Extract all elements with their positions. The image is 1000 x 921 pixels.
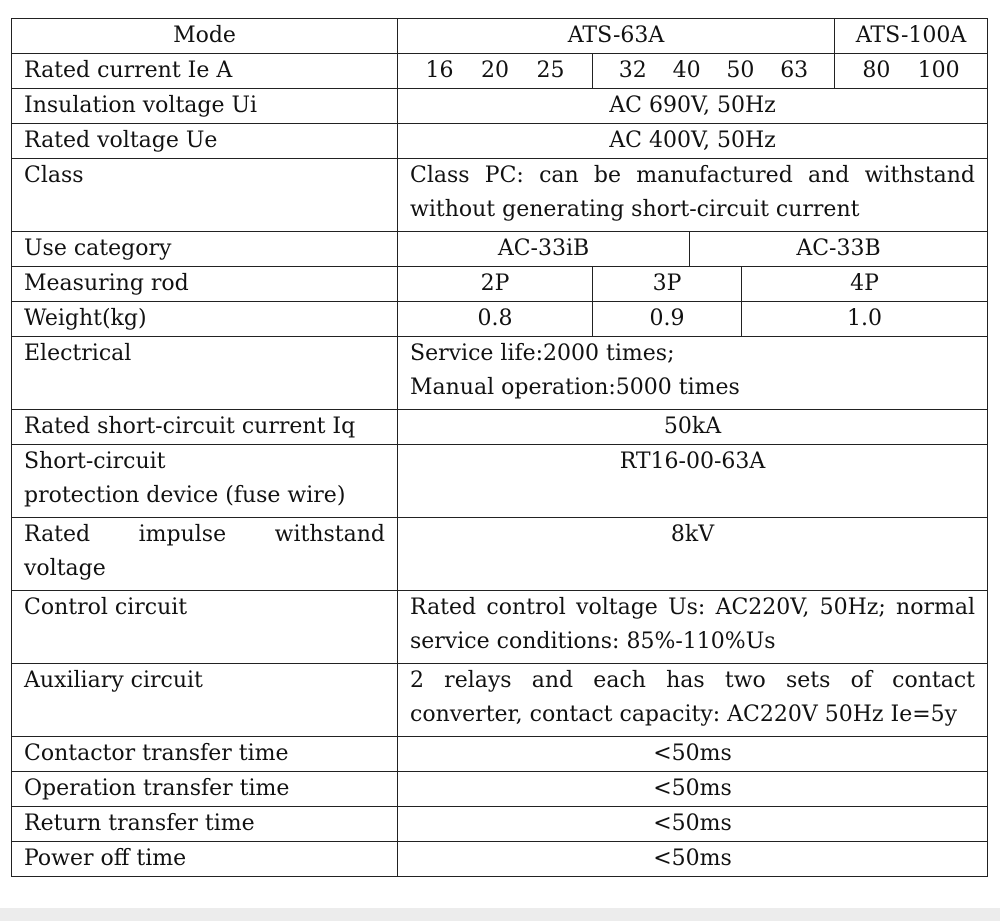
protection-label-line-2: protection device (fuse wire) — [24, 483, 346, 508]
use-category-b: AC-33B — [690, 232, 988, 267]
operation-transfer-label: Operation transfer time — [12, 772, 398, 807]
electrical-line-2: Manual operation:5000 times — [410, 375, 740, 400]
row-weight — [12, 302, 988, 337]
electrical-label: Electrical — [12, 337, 398, 410]
current-value: 63 — [780, 58, 809, 83]
row-use-category — [12, 232, 988, 267]
rod-3p: 3P — [593, 267, 742, 302]
row-auxiliary — [12, 664, 988, 737]
current-group-2 — [593, 54, 835, 89]
impulse-label — [12, 518, 398, 591]
contactor-transfer-label: Contactor transfer time — [12, 737, 398, 772]
return-transfer-value: <50ms — [398, 807, 988, 842]
contactor-transfer-value: <50ms — [398, 737, 988, 772]
impulse-label-line-1: Rated impulse withstand — [24, 522, 385, 547]
rod-2p: 2P — [398, 267, 593, 302]
current-group-1 — [398, 54, 593, 89]
use-category-a: AC-33iB — [398, 232, 690, 267]
return-transfer-label: Return transfer time — [12, 807, 398, 842]
ats63-header: ATS-63A — [398, 19, 835, 54]
weight-label: Weight(kg) — [12, 302, 398, 337]
row-operation-transfer — [12, 772, 988, 807]
class-value: Class PC: can be manufactured and withstand without generating short-circuit current — [398, 159, 988, 232]
control-value: Rated control voltage Us: AC220V, 50Hz; normal service conditions: 85%-110%Us — [398, 591, 988, 664]
impulse-label-line-2: voltage — [24, 556, 106, 581]
row-return-transfer — [12, 807, 988, 842]
class-label: Class — [12, 159, 398, 232]
protection-label-line-1: Short-circuit — [24, 449, 166, 474]
row-control — [12, 591, 988, 664]
row-electrical — [12, 337, 988, 410]
rated-current-label: Rated current Ie A — [12, 54, 398, 89]
insulation-label: Insulation voltage Ui — [12, 89, 398, 124]
protection-device-label — [12, 445, 398, 518]
operation-transfer-value: <50ms — [398, 772, 988, 807]
bottom-margin — [0, 908, 1000, 921]
row-short-circuit-current — [12, 410, 988, 445]
auxiliary-value: 2 relays and each has two sets of contact converter, contact capacity: AC220V 50Hz Ie=5y — [398, 664, 988, 737]
current-value: 100 — [917, 58, 960, 83]
current-value: 25 — [536, 58, 565, 83]
current-value: 20 — [481, 58, 509, 83]
current-value: 32 — [618, 58, 647, 83]
auxiliary-label: Auxiliary circuit — [12, 664, 398, 737]
power-off-label: Power off time — [12, 842, 398, 877]
mode-label: Mode — [12, 19, 398, 54]
electrical-line-1: Service life:2000 times; — [410, 341, 675, 366]
short-circuit-current-value: 50kA — [398, 410, 988, 445]
ats100-header: ATS-100A — [835, 19, 988, 54]
rated-voltage-value: AC 400V, 50Hz — [398, 124, 988, 159]
current-group-3 — [835, 54, 988, 89]
row-measuring-rod — [12, 267, 988, 302]
row-contactor-transfer — [12, 737, 988, 772]
row-rated-current — [12, 54, 988, 89]
weight-2p: 0.8 — [398, 302, 593, 337]
row-class — [12, 159, 988, 232]
insulation-value: AC 690V, 50Hz — [398, 89, 988, 124]
short-circuit-current-label: Rated short-circuit current Iq — [12, 410, 398, 445]
control-label: Control circuit — [12, 591, 398, 664]
spec-table — [11, 18, 988, 877]
impulse-value: 8kV — [398, 518, 988, 591]
current-value: 50 — [726, 58, 755, 83]
rod-4p: 4P — [742, 267, 988, 302]
row-rated-voltage — [12, 124, 988, 159]
electrical-value — [398, 337, 988, 410]
power-off-value: <50ms — [398, 842, 988, 877]
measuring-rod-label: Measuring rod — [12, 267, 398, 302]
weight-4p: 1.0 — [742, 302, 988, 337]
row-protection-device — [12, 445, 988, 518]
row-power-off — [12, 842, 988, 877]
current-value: 80 — [862, 58, 891, 83]
current-value: 16 — [425, 58, 454, 83]
current-value: 40 — [672, 58, 701, 83]
rated-voltage-label: Rated voltage Ue — [12, 124, 398, 159]
protection-device-value: RT16-00-63A — [398, 445, 988, 518]
row-mode — [12, 19, 988, 54]
row-impulse — [12, 518, 988, 591]
row-insulation — [12, 89, 988, 124]
weight-3p: 0.9 — [593, 302, 742, 337]
use-category-label: Use category — [12, 232, 398, 267]
